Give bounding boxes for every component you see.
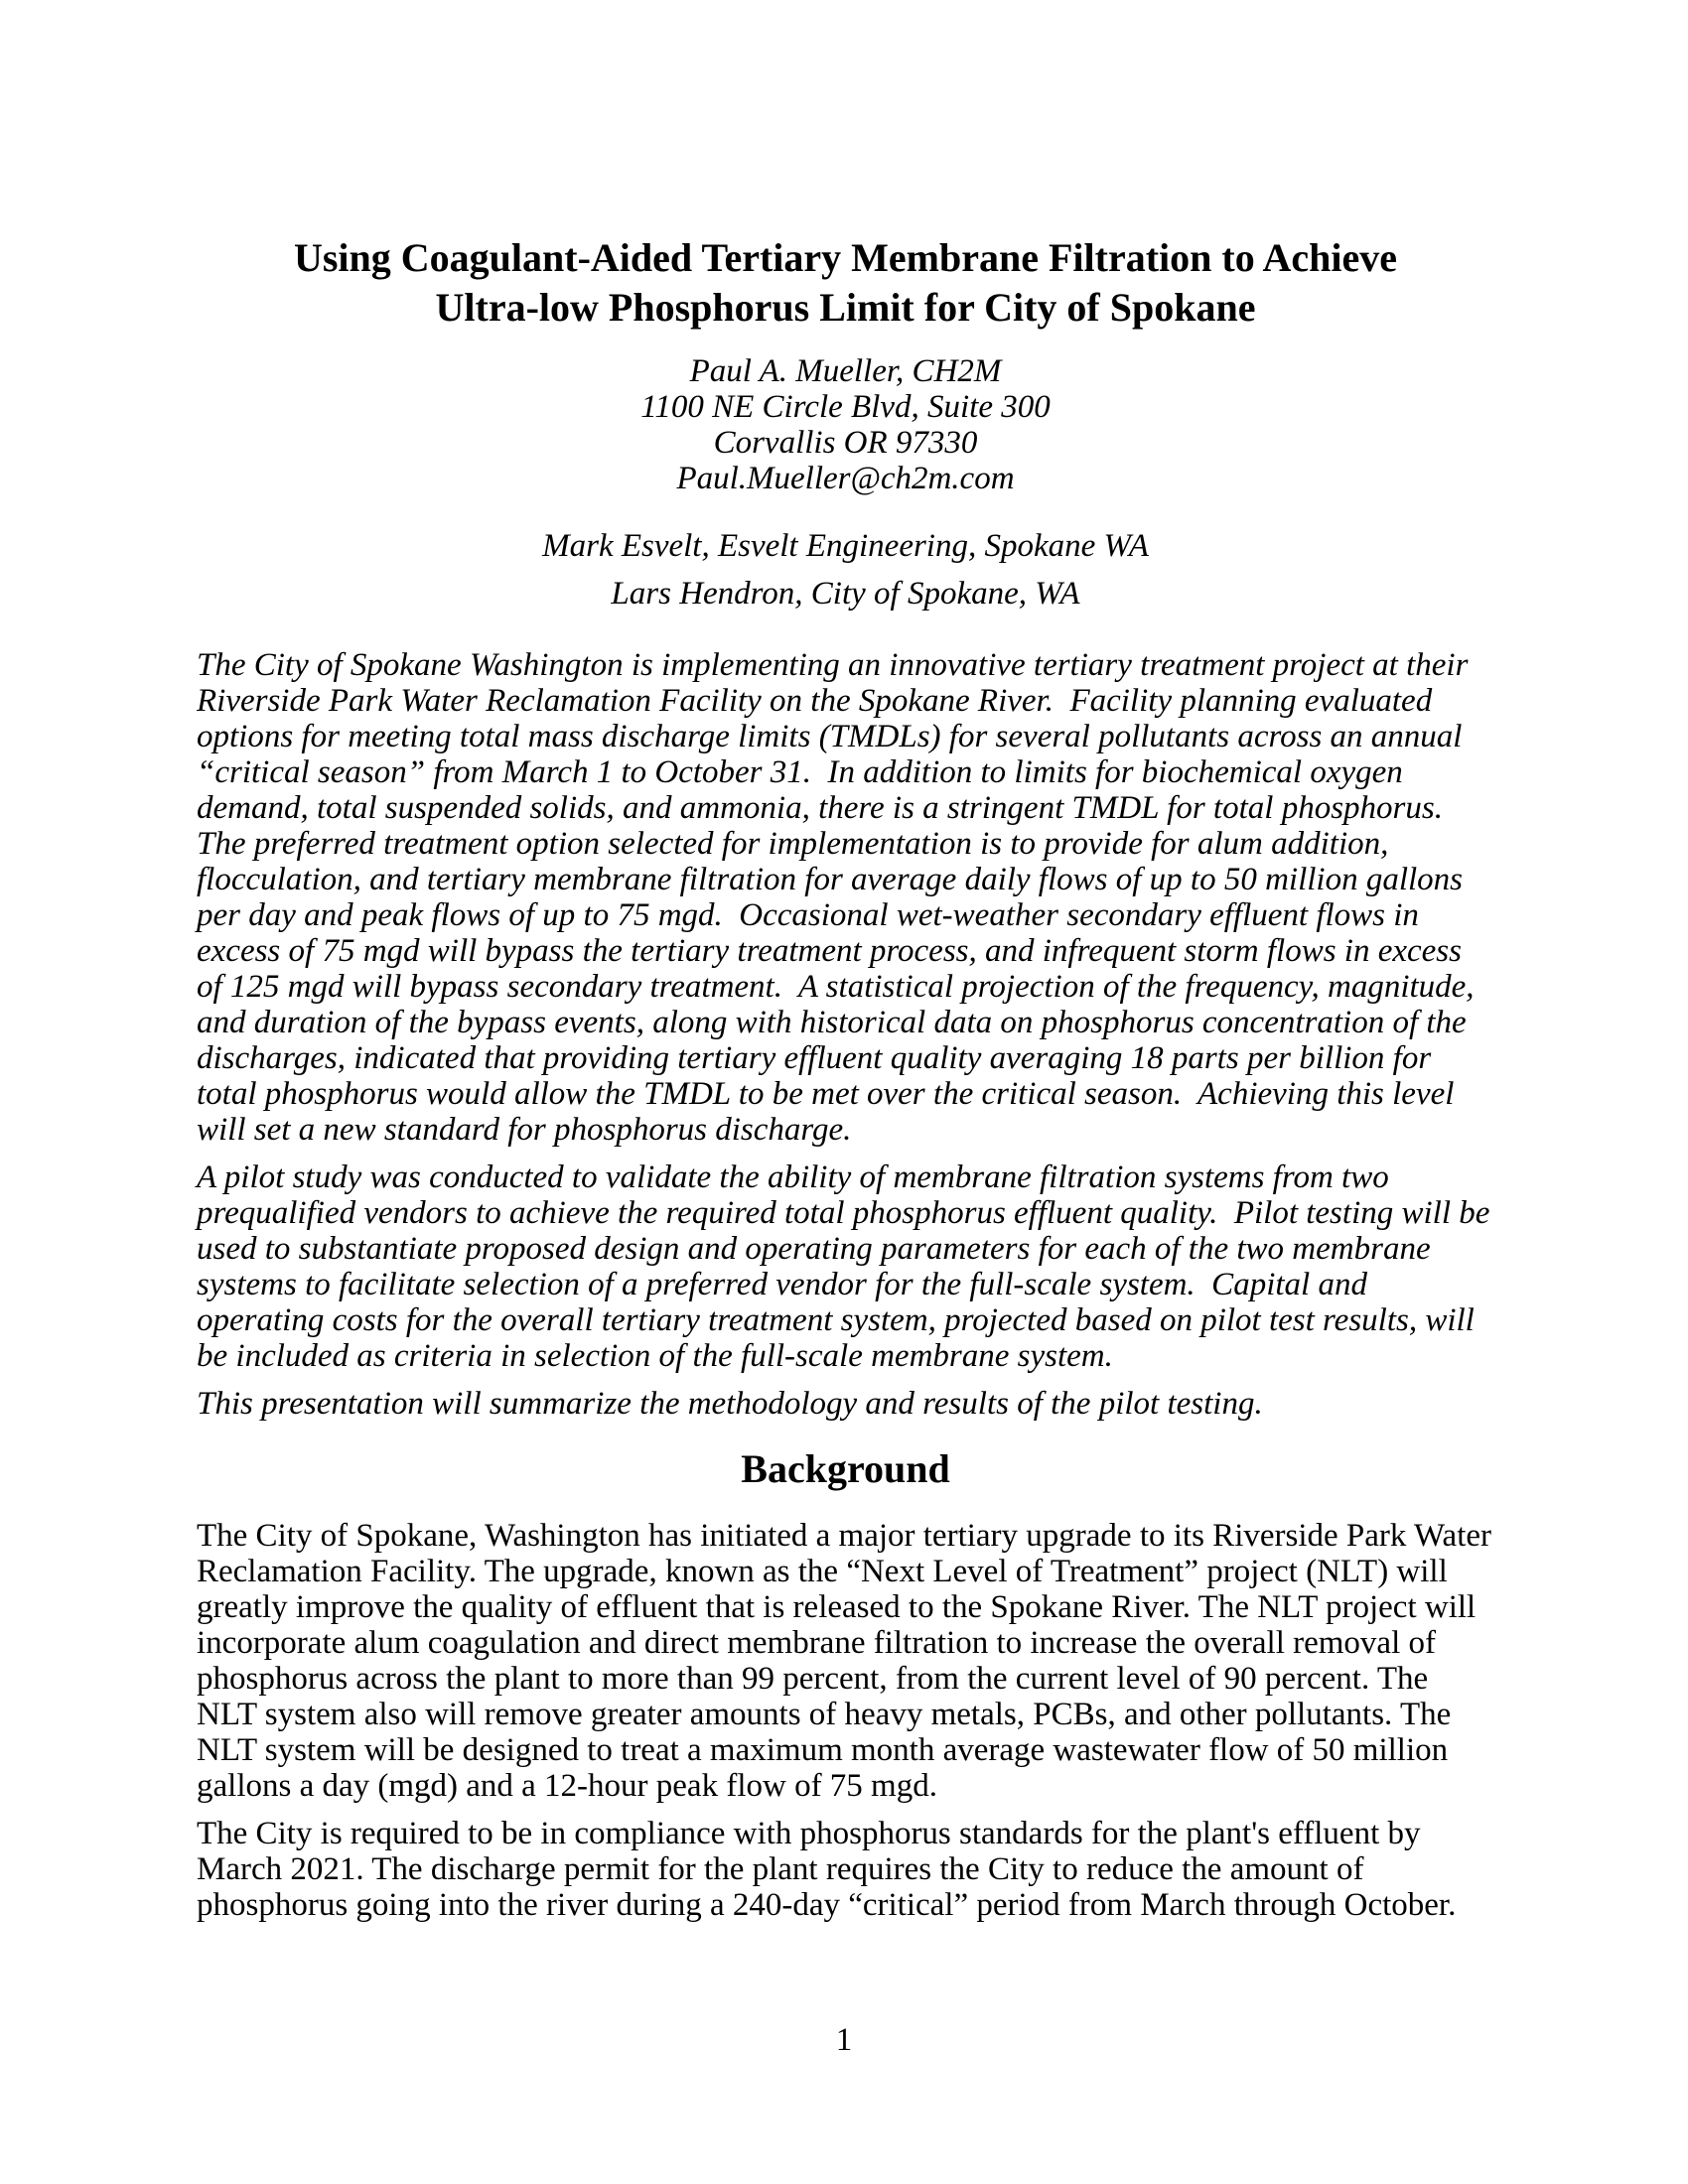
abstract-paragraph-2: A pilot study was conducted to validate the ability of membrane filtration systems from two prequalified vendors to achieve the required total phosphorus effluent quality. Pilot testing will be used to substantiate proposed design and operating parameters for each of the two membrane systems to facilitate selection of a preferred vendor for the full-scale system. Capital and operating costs for the overall tertiary treatment system, projected based on pilot test results, will be included as criteria in selection of the full-scale membrane system. bbox=[197, 1160, 1498, 1374]
author-name: Paul A. Mueller, CH2M bbox=[689, 353, 1002, 389]
paper-title-line-2: Ultra-low Phosphorus Limit for City of Spokane bbox=[435, 285, 1256, 330]
coauthor-line-2: Lars Hendron, City of Spokane, WA bbox=[611, 576, 1080, 612]
paper-title-line-1: Using Coagulant-Aided Tertiary Membrane Filtration to Achieve bbox=[293, 235, 1398, 280]
author-block bbox=[197, 353, 1494, 496]
background-paragraph-1: The City of Spokane, Washington has initiated a major tertiary upgrade to its Riverside Park Water Reclamation Facility. The upgrade, known as the “Next Level of Treatment” project (NLT) will greatly improve the quality of effluent that is released to the Spokane River. The NLT project will incorporate alum coagulation and direct membrane filtration to increase the overall removal of phosphorus across the plant to more than 99 percent, from the current level of 90 percent. The NLT system also will remove greater amounts of heavy metals, PCBs, and other pollutants. The NLT system will be designed to treat a maximum month average wastewater flow of 50 million gallons a day (mgd) and a 12-hour peak flow of 75 mgd. bbox=[197, 1518, 1500, 1804]
section-heading-background: Background bbox=[741, 1446, 950, 1491]
paper-title bbox=[197, 233, 1494, 333]
author-address-line: 1100 NE Circle Blvd, Suite 300 bbox=[640, 389, 1051, 425]
author-email: Paul.Mueller@ch2m.com bbox=[676, 461, 1015, 496]
background-paragraph-2: The City is required to be in compliance with phosphorus standards for the plant's effluent by March 2021. The discharge permit for the plant requires the City to reduce the amount of phosphorus going into the river during a 240-day “critical” period from March through October. bbox=[197, 1816, 1457, 1923]
page-number: 1 bbox=[835, 2022, 853, 2058]
abstract-paragraph-3: This presentation will summarize the methodology and results of the pilot testing. bbox=[197, 1386, 1263, 1422]
author-city-line: Corvallis OR 97330 bbox=[713, 425, 978, 461]
abstract-paragraph-1: The City of Spokane Washington is implementing an innovative tertiary treatment project at their Riverside Park Water Reclamation Facility on the Spokane River. Facility planning evaluated options for meeting total mass discharge limits (TMDLs) for several pollutants across an annual “critical season” from March 1 to October 31. In addition to limits for biochemical oxygen demand, total suspended solids, and ammonia, there is a stringent TMDL for total phosphorus. The preferred treatment option selected for implementation is to provide for alum addition, flocculation, and tertiary membrane filtration for average daily flows of up to 50 million gallons per day and peak flows of up to 75 mgd. Occasional wet-weather secondary effluent flows in excess of 75 mgd will bypass the tertiary treatment process, and infrequent storm flows in excess of 125 mgd will bypass secondary treatment. A statistical projection of the frequency, magnitude, and duration of the bypass events, along with historical data on phosphorus concentration of the discharges, indicated that providing tertiary effluent quality averaging 18 parts per billion for total phosphorus would allow the TMDL to be met over the critical season. Achieving this level will set a new standard for phosphorus discharge. bbox=[197, 647, 1482, 1148]
coauthor-line-1: Mark Esvelt, Esvelt Engineering, Spokane WA bbox=[542, 528, 1149, 564]
